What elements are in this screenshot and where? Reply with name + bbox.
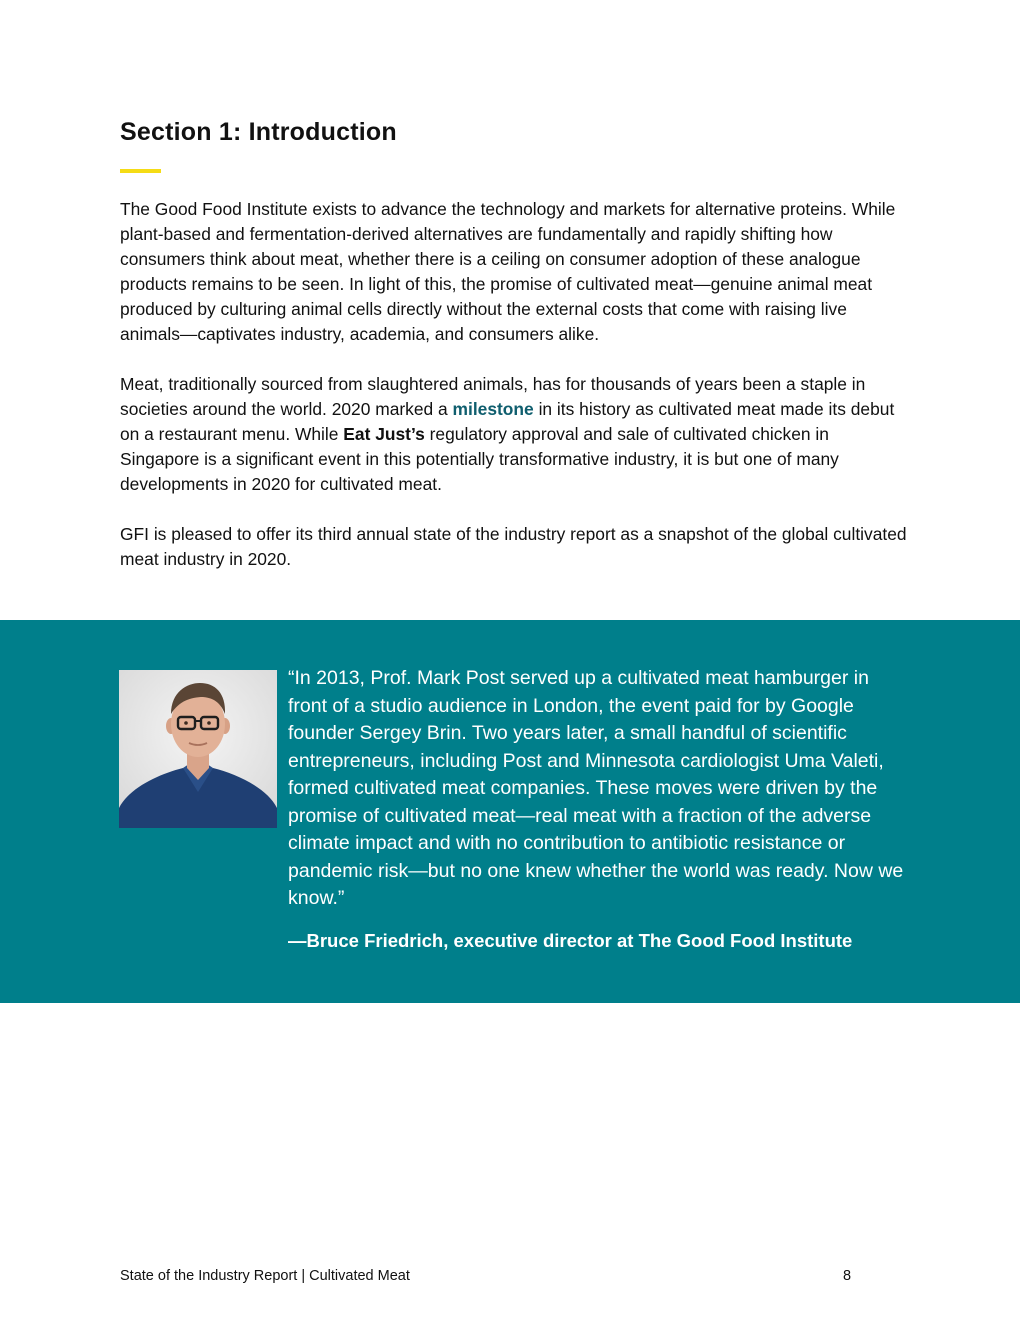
- paragraph-2-text-middle: in its history as cultivated meat made its debut on a restaurant menu. While: [120, 399, 895, 444]
- quote-attribution: —Bruce Friedrich, executive director at The Good Food Institute: [288, 930, 853, 951]
- intro-paragraph-3: GFI is pleased to offer its third annual state of the industry report as a snapshot of the global cultivated meat industry in 2020.: [120, 524, 907, 569]
- paragraph-2-text-end: regulatory approval and sale of cultivated chicken in Singapore is a significant event in this potentially transformative industry, it is but one of many developments in 2020 for cultivated meat.: [120, 424, 839, 494]
- intro-paragraph-1: The Good Food Institute exists to advance the technology and markets for alternative proteins. While plant-based and fermentation-derived alternatives are fundamentally and rapidly shifting how consumers think about meat, whether there is a ceiling on consumer adoption of these analogue products remains to be seen. In light of this, the promise of cultivated meat—genuine animal meat produced by culturing animal cells directly without the external costs that come with raising live animals—captivates industry, academia, and consumers alike.: [120, 199, 896, 344]
- quote-text: “In 2013, Prof. Mark Post served up a cultivated meat hamburger in front of a studio audience in London, the event paid for by Google founder Sergey Brin. Two years later, a small handful of scientific entrepreneurs, including Post and Minnesota cardiologist Uma Valeti, formed cultivated meat companies. These moves were driven by the promise of cultivated meat—real meat with a fraction of the adverse climate impact and with no contribution to antibiotic resistance or pandemic risk—but no one knew whether the world was ready. Now we know.”: [288, 667, 904, 909]
- portrait-illustration: [119, 670, 277, 828]
- footer-report-title: State of the Industry Report | Cultivated Meat: [120, 1268, 410, 1284]
- milestone-link[interactable]: milestone: [452, 399, 534, 419]
- page-number: 8: [843, 1268, 852, 1284]
- paragraph-2-text-start: Meat, traditionally sourced from slaughtered animals, has for thousands of years been a staple in societies around the world. 2020 marked a: [120, 374, 866, 419]
- intro-paragraph-2: [120, 372, 910, 497]
- portrait-photo: [119, 670, 277, 828]
- quote-band: [0, 620, 1020, 1003]
- title-accent-rule: [120, 169, 161, 173]
- eat-just-name: Eat Just’s: [343, 424, 425, 444]
- section-title: Section 1: Introduction: [120, 118, 397, 146]
